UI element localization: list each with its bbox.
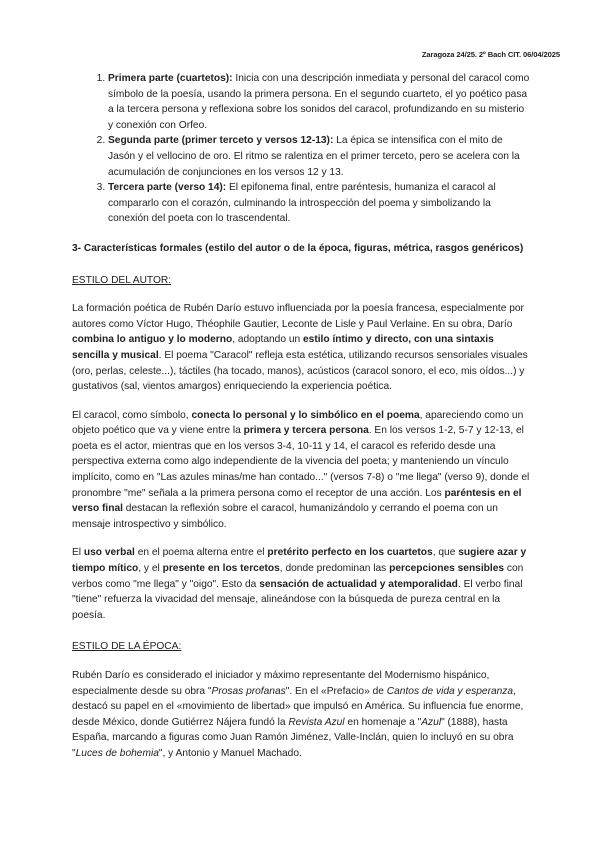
document-body bbox=[72, 71, 532, 762]
paragraph: El uso verbal en el poema alterna entre el pretérito perfecto en los cuartetos, que sugiere azar y tiempo mítico, y el presente en los tercetos, donde predominan las percepciones sensibles con verbos como "me llega" y "oigo". Esto da sensación de actualidad y atemporalidad. El verbo final "tiene" refuerza la vivacidad del mensaje, alineándose con la búsqueda de pureza central en la poesía. bbox=[72, 547, 527, 621]
list-item bbox=[108, 133, 532, 180]
period-style-heading: ESTILO DE LA ÉPOCA: bbox=[72, 641, 182, 653]
list-item bbox=[108, 180, 532, 227]
list-item-title: Tercera parte (verso 14): bbox=[108, 182, 227, 194]
list-item bbox=[108, 71, 532, 133]
list-item-text: La épica se intensifica con el mito de Jasón y el vellocino de oro. El ritmo se ralentiza en el primer terceto, pero se acelera con la acumulación de conjunciones en los versos 12 y 13. bbox=[108, 135, 520, 178]
list-item-title: Primera parte (cuartetos): bbox=[108, 73, 233, 84]
paragraph: La formación poética de Rubén Darío estuvo influenciada por la poesía francesa, especialmente por autores como Víctor Hugo, Théophile Gautier, Leconte de Lisle y Paul Verlaine. En su obra, Darío combina lo antiguo y lo moderno, adoptando un estilo íntimo y directo, con una sintaxis sencilla y musical. El poema "Caracol" refleja esta estética, utilizando recursos sensoriales visuales (oro, perlas, celeste...), táctiles (ha tocado, manos), acústicos (caracol sonoro, el eco, mis oídos...) y gustativos (sal, vientos amargos) enriqueciendo la experiencia poética. bbox=[72, 303, 528, 393]
list-item-text: Inicia con una descripción inmediata y personal del caracol como símbolo de la poesía, usando la primera persona. En el segundo cuarteto, el yo poético pasa a la tercera persona y reflexiona sobre los sonidos del caracol, profundizando en su misterio y conexión con Orfeo. bbox=[108, 73, 530, 131]
paragraph: El caracol, como símbolo, conecta lo personal y lo simbólico en el poema, apareciendo como un objeto poético que va y viene entre la primera y tercera persona. En los versos 1-2, 5-7 y 12-13, el poeta es el actor, mientras que en los versos 3-4, 10-11 y 14, el caracol es referido desde una perspectiva externa como algo independiente de la vivencia del poeta; y manteniendo un vínculo implícito, como en "Las azules minas/me han contado..." (versos 7-8) o "me llega" (verso 9), donde el pronombre "me" señala a la primera persona como el receptor de una acción. Los paréntesis en el verso final destacan la reflexión sobre el caracol, humanizándolo y cerrando el poema con un mensaje introspectivo y simbólico. bbox=[72, 409, 530, 530]
structure-list bbox=[72, 71, 532, 227]
list-item-text: El epifonema final, entre paréntesis, humaniza el caracol al compararlo con el corazón, culminando la introspección del poema y simbolizando la conexión del poeta con lo trascendental. bbox=[108, 182, 496, 225]
author-style-heading: ESTILO DEL AUTOR: bbox=[72, 274, 172, 286]
page-header: Zaragoza 24/25. 2º Bach CIT. 06/04/2025 bbox=[421, 50, 560, 59]
list-item-title: Segunda parte (primer terceto y versos 12-13): bbox=[108, 135, 334, 147]
paragraph: Rubén Darío es considerado el iniciador y máximo representante del Modernismo hispánico, especialmente desde su obra "Prosas profanas". En el «Prefacio» de Cantos de vida y esperanza, destacó su papel en el «movimiento de libertad» que impulsó en América. Su influencia fue enorme, desde México, donde Gutiérrez Nájera fundó la Revista Azul en homenaje a "Azul" (1888), hasta España, marcando a figuras como Juan Ramón Jiménez, Valle-Inclán, quien lo incluyó en su obra "Luces de bohemia", y Antonio y Manuel Machado. bbox=[72, 670, 524, 759]
section-title: 3- Características formales (estilo del autor o de la época, figuras, métrica, rasgos genéricos) bbox=[72, 242, 524, 254]
